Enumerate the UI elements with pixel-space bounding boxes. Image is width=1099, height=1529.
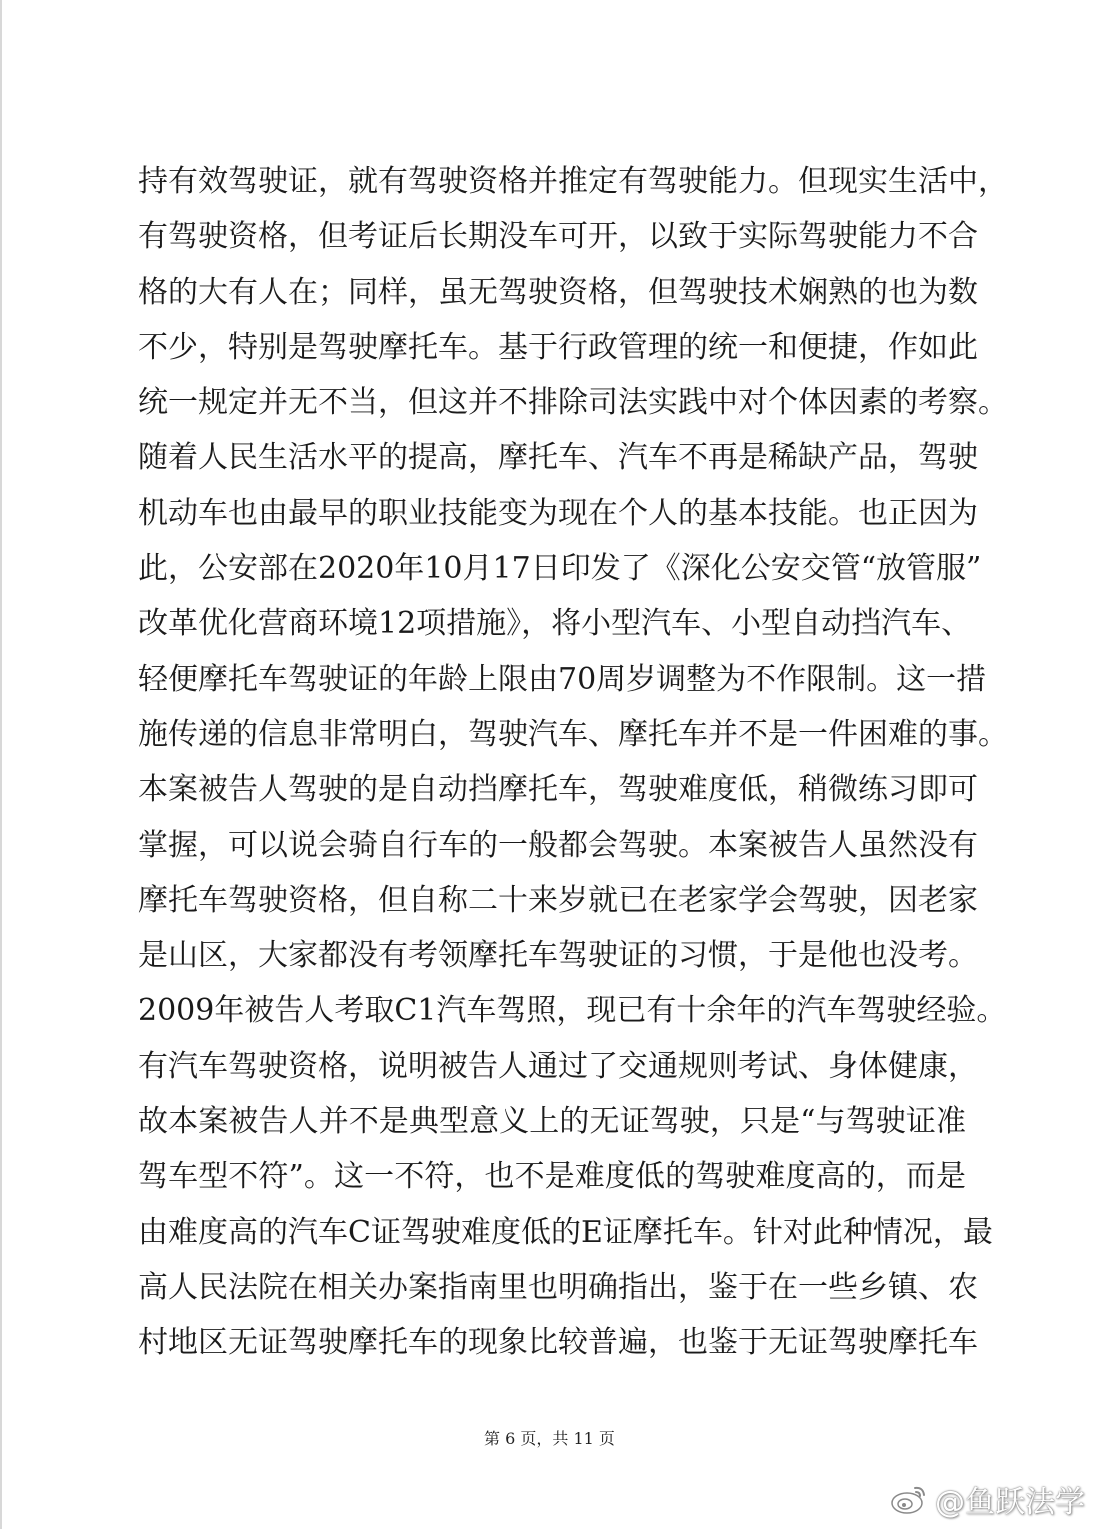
text-line: 故本案被告人并不是典型意义上的无证驾驶，只是“与驾驶证准 — [138, 1104, 966, 1140]
weibo-logo-icon — [889, 1482, 929, 1516]
text-line: 统一规定并无不当，但这并不排除司法实践中对个体因素的考察。 — [138, 385, 1008, 421]
text-line: 有驾驶资格，但考证后长期没车可开，以致于实际驾驶能力不合 — [138, 219, 978, 255]
text-line: 格的大有人在；同样，虽无驾驶资格，但驾驶技术娴熟的也为数 — [138, 274, 978, 310]
text-line: 持有效驾驶证，就有驾驶资格并推定有驾驶能力。但现实生活中， — [138, 164, 1008, 199]
text-line: 不少，特别是驾驶摩托车。基于行政管理的统一和便捷，作如此 — [138, 329, 978, 365]
text-line: 2009年被告人考取C1汽车驾照，现已有十余年的汽车驾驶经验。 — [138, 993, 1007, 1029]
document-body — [138, 154, 1008, 1371]
text-line: 高人民法院在相关办案指南里也明确指出，鉴于在一些乡镇、农 — [138, 1269, 978, 1305]
text-line: 有汽车驾驶资格，说明被告人通过了交通规则考试、身体健康， — [138, 1048, 978, 1084]
watermark-text: @鱼跃法学 — [935, 1485, 1085, 1520]
page-number-footer: 第 6 页，共 11 页 — [484, 1429, 615, 1448]
text-line: 此，公安部在2020年10月17日印发了《深化公安交管“放管服” — [138, 551, 982, 587]
text-line: 是山区，大家都没有考领摩托车驾驶证的习惯，于是他也没考。 — [138, 938, 978, 974]
text-line: 由难度高的汽车C证驾驶难度低的E证摩托车。针对此种情况，最 — [138, 1214, 993, 1250]
page-left-edge — [0, 0, 2, 1529]
text-line: 村地区无证驾驶摩托车的现象比较普遍，也鉴于无证驾驶摩托车 — [138, 1325, 978, 1361]
text-line: 掌握，可以说会骑自行车的一般都会驾驶。本案被告人虽然没有 — [138, 827, 978, 863]
text-line: 摩托车驾驶资格，但自称二十来岁就已在老家学会驾驶，因老家 — [138, 882, 978, 918]
text-line: 驾车型不符”。这一不符，也不是难度低的驾驶难度高的，而是 — [138, 1159, 966, 1195]
text-line: 轻便摩托车驾驶证的年龄上限由70周岁调整为不作限制。这一措 — [138, 661, 987, 697]
text-line: 本案被告人驾驶的是自动挡摩托车，驾驶难度低，稍微练习即可 — [138, 772, 978, 808]
text-line: 随着人民生活水平的提高，摩托车、汽车不再是稀缺产品，驾驶 — [138, 440, 978, 476]
text-line: 改革优化营商环境12项措施》，将小型汽车、小型自动挡汽车、 — [138, 606, 972, 642]
text-line: 机动车也由最早的职业技能变为现在个人的基本技能。也正因为 — [138, 495, 978, 531]
watermark — [889, 1477, 1085, 1521]
text-line: 施传递的信息非常明白，驾驶汽车、摩托车并不是一件困难的事。 — [138, 716, 1008, 752]
